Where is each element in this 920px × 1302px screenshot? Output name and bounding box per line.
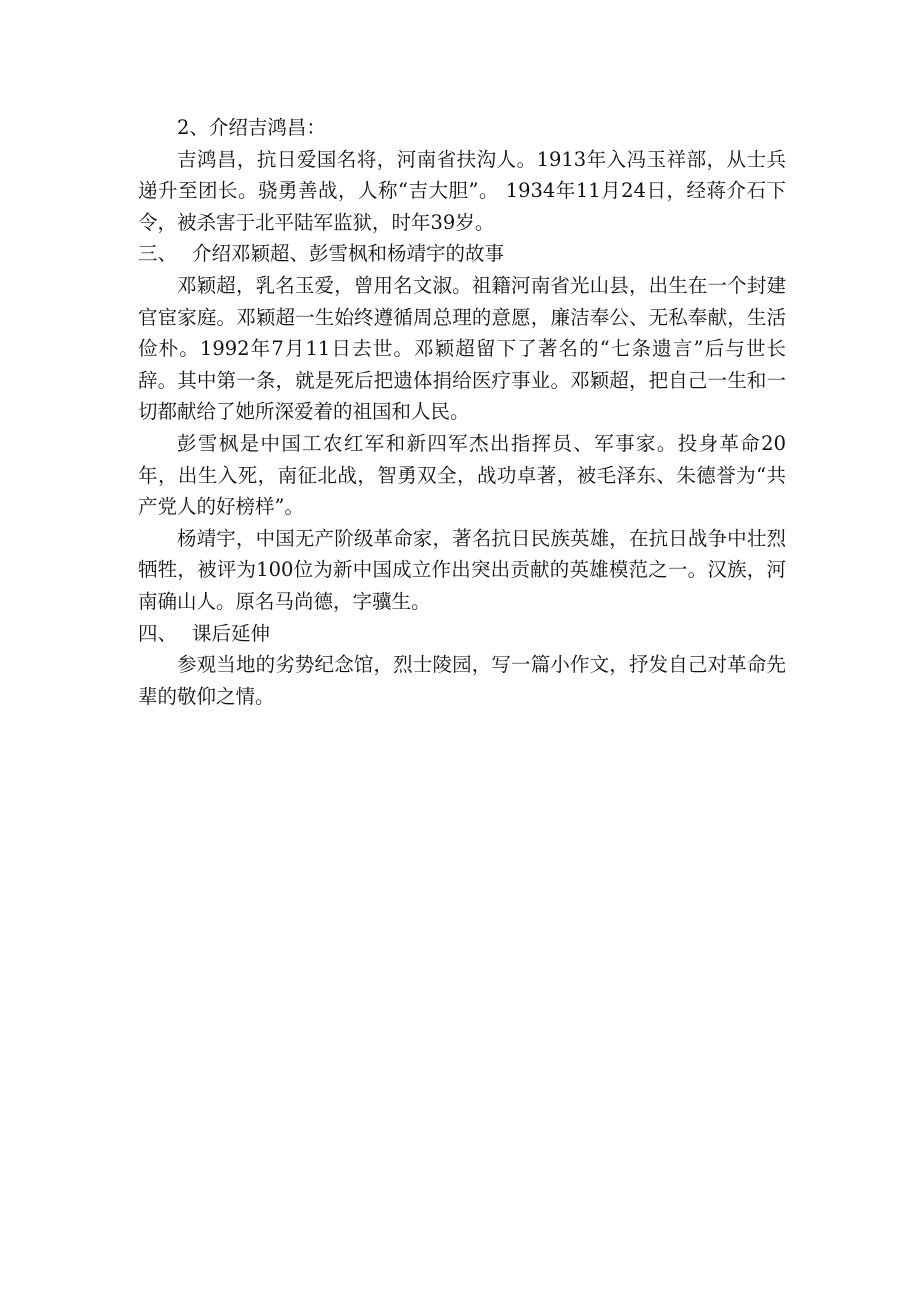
section-heading-three bbox=[138, 238, 786, 270]
paragraph-deng-yingchao: 邓颖超，乳名玉爱，曾用名文淑。祖籍河南省光山县，出生在一个封建官宦家庭。邓颖超一生始终遵循周总理的意愿，廉洁奉公、无私奉献，生活俭朴。1992年7月11日去世。邓颖超留下了著名的“七条遗言”后与世长辞。其中第一条，就是死后把遗体捐给医疗事业。邓颖超，把自己一生和一切都献给了她所深爱着的祖国和人民。 bbox=[138, 273, 786, 424]
document-body bbox=[138, 112, 786, 712]
section-heading-four bbox=[138, 618, 786, 650]
section-heading-ji-hongchang: 2、介绍吉鸿昌： bbox=[177, 116, 326, 139]
section-number: 三、 bbox=[138, 242, 178, 266]
paragraph-peng-xuefeng: 彭雪枫是中国工农红军和新四军杰出指挥员、军事家。投身革命20年，出生入死，南征北战，智勇双全，战功卓著，被毛泽东、朱德誉为“共产党人的好榜样”。 bbox=[138, 431, 786, 519]
section-number: 四、 bbox=[138, 621, 178, 645]
paragraph-extension: 参观当地的劣势纪念馆，烈士陵园，写一篇小作文，抒发自己对革命先辈的敬仰之情。 bbox=[138, 653, 786, 708]
paragraph-yang-jingyu: 杨靖宇，中国无产阶级革命家，著名抗日民族英雄，在抗日战争中壮烈牺牲，被评为100位为新中国成立作出突出贡献的英雄模范之一。汉族，河南确山人。原名马尚德，字骥生。 bbox=[138, 526, 786, 613]
section-title: 介绍邓颖超、彭雪枫和杨靖宇的故事 bbox=[192, 242, 505, 266]
section-title: 课后延伸 bbox=[192, 621, 271, 645]
paragraph-ji-hongchang: 吉鸿昌，抗日爱国名将，河南省扶沟人。1913年入冯玉祥部，从士兵递升至团长。骁勇善战，人称“吉大胆”。 1934年11月24日，经蒋介石下令，被杀害于北平陆军监狱，时年39岁。 bbox=[138, 147, 786, 234]
